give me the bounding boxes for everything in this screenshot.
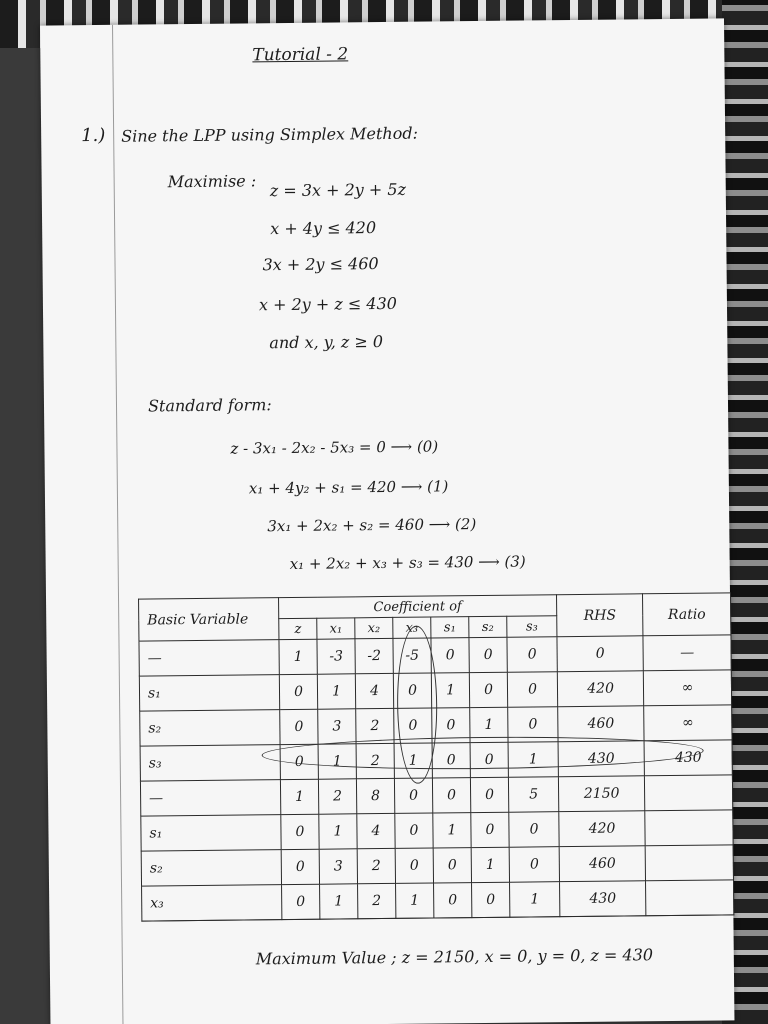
table-cell: 0	[394, 778, 432, 813]
objective-label: Maximise :	[167, 171, 257, 192]
table-cell: 0	[394, 708, 432, 743]
table-cell: ∞	[644, 705, 732, 741]
header-x3: x₃	[393, 617, 431, 638]
table-cell: 2	[358, 883, 396, 918]
table-cell: 0	[470, 742, 508, 777]
table-cell: —	[643, 635, 731, 671]
table-cell: 0	[281, 849, 319, 884]
table-cell: 1	[508, 742, 558, 778]
table-cell: 2	[356, 708, 394, 743]
table-cell: 0	[282, 884, 320, 919]
table-cell: 0	[281, 814, 319, 849]
table-cell: 1	[320, 884, 358, 919]
table-cell: 5	[508, 777, 558, 813]
table-cell: 3	[318, 709, 356, 744]
table-cell: 2	[356, 743, 394, 778]
header-s1: s₁	[431, 617, 469, 638]
header-s3: s₃	[507, 616, 557, 638]
table-cell: 1	[471, 847, 509, 882]
table-cell: -3	[317, 639, 355, 674]
table-cell: 0	[470, 777, 508, 812]
table-cell: s₂	[140, 710, 280, 746]
header-x2: x₂	[355, 617, 393, 638]
table-cell: 0	[557, 636, 643, 672]
table-cell: 0	[472, 882, 510, 917]
table-cell: 0	[280, 709, 318, 744]
table-cell	[646, 880, 734, 916]
table-cell: —	[140, 780, 280, 816]
table-cell: -5	[393, 638, 431, 673]
table-cell: ∞	[643, 670, 731, 706]
margin-line	[112, 25, 123, 1024]
equation-3: x₁ + 2x₂ + x₃ + s₃ = 430 ⟶ (3)	[289, 552, 526, 573]
table-cell: 0	[432, 743, 470, 778]
table-cell: s₂	[141, 850, 281, 886]
table-cell: 1	[394, 743, 432, 778]
table-cell: 430	[560, 881, 646, 917]
table-cell: 0	[395, 848, 433, 883]
table-cell: 0	[507, 637, 557, 673]
equation-1: x₁ + 4y₂ + s₁ = 420 ⟶ (1)	[248, 477, 449, 498]
header-z: z	[279, 618, 317, 639]
table-cell: 4	[357, 813, 395, 848]
table-cell: 1	[319, 814, 357, 849]
table-cell: 1	[470, 707, 508, 742]
table-cell: s₁	[139, 675, 279, 711]
table-cell: 1	[279, 639, 317, 674]
header-rhs: RHS	[557, 594, 643, 637]
table-cell: 0	[507, 672, 557, 708]
table-cell: 0	[432, 708, 470, 743]
equation-0: z - 3x₁ - 2x₂ - 5x₃ = 0 ⟶ (0)	[230, 437, 439, 458]
non-negativity: and x, y, z ≥ 0	[269, 332, 384, 353]
table-cell: 3	[319, 849, 357, 884]
table-cell: 1	[280, 779, 318, 814]
constraint-1: x + 4y ≤ 420	[270, 218, 377, 239]
table-cell: s₁	[141, 815, 281, 851]
table-cell: s₃	[140, 745, 280, 781]
notebook-page	[40, 18, 734, 1024]
table-cell: 0	[431, 638, 469, 673]
table-cell: -2	[355, 638, 393, 673]
result-line: Maximum Value ; z = 2150, x = 0, y = 0, z = 430	[255, 945, 654, 969]
table-cell: 0	[509, 812, 559, 848]
table-cell: 0	[434, 883, 472, 918]
equation-2: 3x₁ + 2x₂ + s₂ = 460 ⟶ (2)	[267, 515, 477, 536]
table-cell: 430	[558, 741, 644, 777]
table-cell: 0	[471, 812, 509, 847]
table-cell: 0	[509, 847, 559, 883]
table-cell: 1	[510, 882, 560, 918]
header-coefficient: Coefficient of	[279, 595, 557, 619]
table-cell: 0	[508, 707, 558, 743]
table-cell: 420	[557, 671, 643, 707]
table-cell: 460	[558, 706, 644, 742]
table-cell	[645, 775, 733, 811]
header-ratio: Ratio	[643, 593, 731, 636]
table-cell: 1	[318, 744, 356, 779]
table-cell: 1	[396, 883, 434, 918]
table-cell: 8	[356, 778, 394, 813]
constraint-2: 3x + 2y ≤ 460	[262, 254, 379, 275]
table-cell: 2150	[559, 776, 645, 812]
table-cell: 0	[395, 813, 433, 848]
header-s2: s₂	[469, 616, 507, 637]
table-cell: 0	[469, 672, 507, 707]
table-cell: 2	[318, 779, 356, 814]
table-cell: 0	[393, 673, 431, 708]
table-cell: 430	[644, 740, 732, 776]
table-cell: 1	[317, 674, 355, 709]
standard-form-label: Standard form:	[147, 395, 272, 416]
table-cell: 1	[433, 813, 471, 848]
table-cell: 0	[469, 637, 507, 672]
objective-function: z = 3x + 2y + 5z	[269, 179, 407, 201]
question-prompt: Sine the LPP using Simplex Method:	[121, 123, 419, 146]
header-x1: x₁	[317, 618, 355, 639]
table-cell: 4	[355, 673, 393, 708]
table-cell	[645, 845, 733, 881]
table-cell: 0	[280, 744, 318, 779]
table-cell: 0	[433, 848, 471, 883]
table-cell: 1	[431, 673, 469, 708]
table-cell: 420	[559, 811, 645, 847]
table-cell	[645, 810, 733, 846]
question-number: 1.)	[81, 124, 106, 147]
table-cell: 460	[559, 846, 645, 882]
table-cell: 0	[432, 778, 470, 813]
constraint-3: x + 2y + z ≤ 430	[258, 293, 397, 315]
table-cell: x₃	[142, 885, 282, 921]
table-cell: 2	[357, 848, 395, 883]
table-cell: 0	[279, 674, 317, 709]
header-basic-variable: Basic Variable	[139, 598, 279, 641]
page-title: Tutorial - 2	[252, 44, 349, 66]
table-cell: —	[139, 640, 279, 676]
